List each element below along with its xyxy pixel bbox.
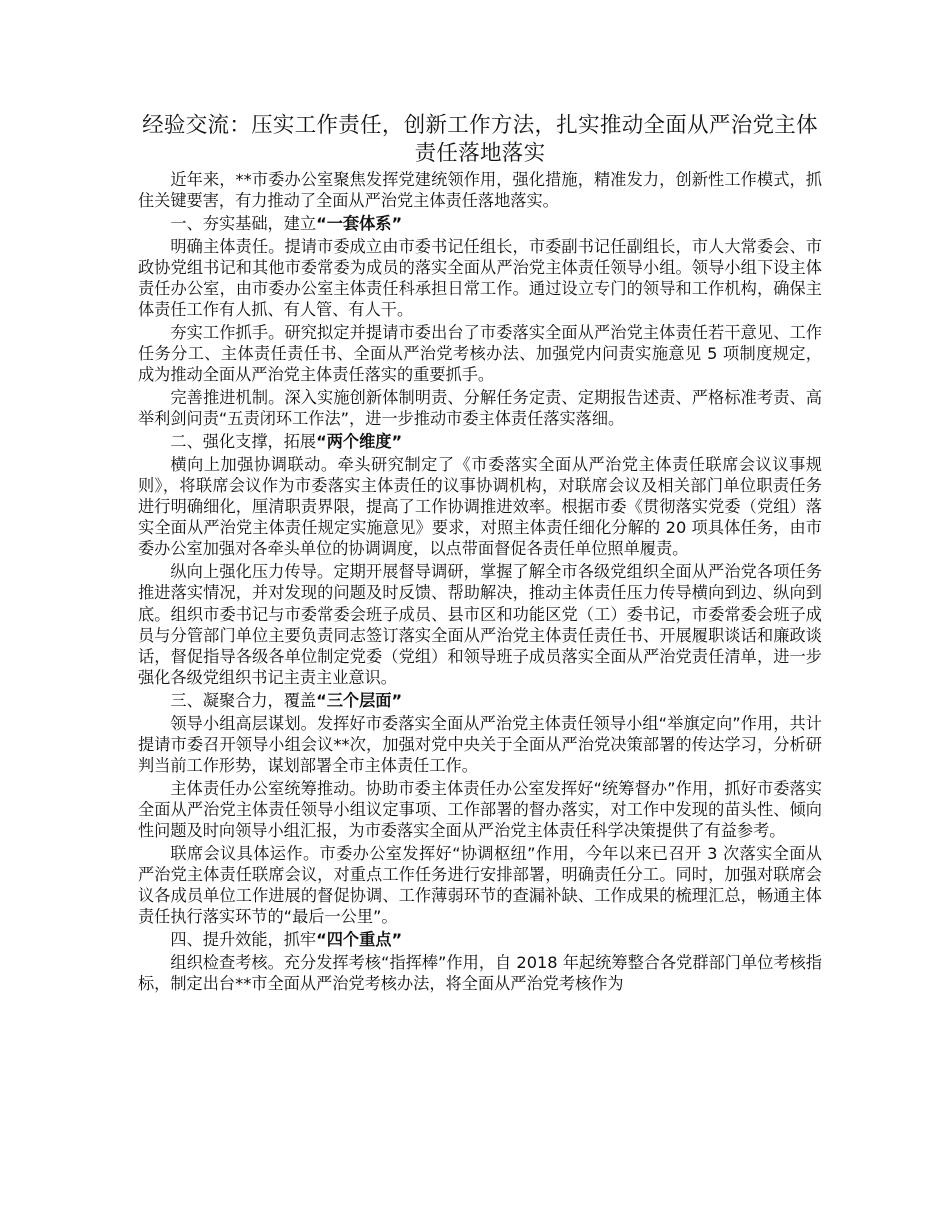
section-heading-3-prefix: 三、凝聚合力，覆盖 [170,690,317,710]
section-heading-3-keyword: “三个层面” [316,690,403,710]
document-title: 经验交流：压实工作责任，创新工作方法，扎实推动全面从严治党主体责任落地落实 [142,113,818,166]
section-heading-4-prefix: 四、提升效能，抓牢 [170,930,317,950]
section-heading-4 [138,929,822,950]
document-page [138,112,822,996]
section-heading-2-prefix: 二、强化支撑，拓展 [170,431,317,451]
section-heading-2-keyword: “两个维度” [316,431,403,451]
section-heading-2 [138,431,822,452]
section-heading-1 [138,213,822,234]
section-3-paragraph-1: 领导小组高层谋划。发挥好市委落实全面从严治党主体责任领导小组“举旗定向”作用，共计提请市委召开领导小组会议**次，加强对党中央关于全面从严治党决策部署的传达学习，分析研判当前工作形势，谋划部署全市主体责任工作。 [138,713,822,775]
section-1-paragraph-1: 明确主体责任。提请市委成立由市委书记任组长，市委副书记任副组长，市人大常委会、市政协党组书记和其他市委常委为成员的落实全面从严治党主体责任领导小组。领导小组下设主体责任办公室，由市委办公室主体责任科承担日常工作。通过设立专门的领导和工作机构，确保主体责任工作有人抓、有人管、有人干。 [138,236,822,320]
section-2-paragraph-1: 横向上加强协调联动。牵头研究制定了《市委落实全面从严治党主体责任联席会议议事规则》，将联席会议作为市委落实主体责任的议事协调机构，对联席会议及相关部门单位职责任务进行明确细化，厘清职责界限，提高了工作协调推进效率。根据市委《贯彻落实党委（党组）落实全面从严治党主体责任规定实施意见》要求，对照主体责任细化分解的 20 项具体任务，由市委办公室加强对各牵头单位的协调调度，以点带面督促各责任单位照单履责。 [138,454,822,559]
section-heading-4-keyword: “四个重点” [316,930,403,950]
section-3-paragraph-3: 联席会议具体运作。市委办公室发挥好“协调枢纽”作用，今年以来已召开 3 次落实全面从严治党主体责任联席会议，对重点工作任务进行安排部署，明确责任分工。同时，加强对联席会议各成员单位工作进展的督促协调、工作薄弱环节的查漏补缺、工作成果的梳理汇总，畅通主体责任执行落实环节的“最后一公里”。 [138,843,822,927]
section-4-paragraph-1: 组织检查考核。充分发挥考核“指挥棒”作用，自 2018 年起统筹整合各党群部门单位考核指标，制定出台**市全面从严治党考核办法，将全面从严治党考核作为 [138,952,822,994]
section-2-paragraph-2: 纵向上强化压力传导。定期开展督导调研，掌握了解全市各级党组织全面从严治党各项任务推进落实情况，并对发现的问题及时反馈、帮助解决，推动主体责任压力传导横向到边、纵向到底。组织市委书记与市委常委会班子成员、县市区和功能区党（工）委书记，市委常委会班子成员与分管部门单位主要负责同志签订落实全面从严治党主体责任责任书、开展履职谈话和廉政谈话，督促指导各级各单位制定党委（党组）和领导班子成员落实全面从严治党责任清单，进一步强化各级党组织书记主责主业意识。 [138,562,822,688]
section-heading-3 [138,690,822,711]
section-1-paragraph-3: 完善推进机制。深入实施创新体制明责、分解任务定责、定期报告述责、严格标准考责、高举利剑问责“五责闭环工作法”，进一步推动市委主体责任落实落细。 [138,388,822,429]
section-1-paragraph-2: 夯实工作抓手。研究拟定并提请市委出台了市委落实全面从严治党主体责任若干意见、工作任务分工、主体责任责任书、全面从严治党考核办法、加强党内问责实施意见 5 项制度规定，成为推动全面从严治党主体责任落实的重要抓手。 [138,322,822,385]
section-heading-1-keyword: “一套体系” [316,213,403,233]
section-3-paragraph-2: 主体责任办公室统筹推动。协助市委主体责任办公室发挥好“统筹督办”作用，抓好市委落实全面从严治党主体责任领导小组议定事项、工作部署的督办落实，对工作中发现的苗头性、倾向性问题及时向领导小组汇报，为市委落实全面从严治党主体责任科学决策提供了有益参考。 [138,778,822,841]
section-heading-1-prefix: 一、夯实基础，建立 [170,213,317,233]
intro-paragraph: 近年来，**市委办公室聚焦发挥党建统领作用，强化措施，精准发力，创新性工作模式，抓住关键要害，有力推动了全面从严治党主体责任落地落实。 [138,170,822,211]
